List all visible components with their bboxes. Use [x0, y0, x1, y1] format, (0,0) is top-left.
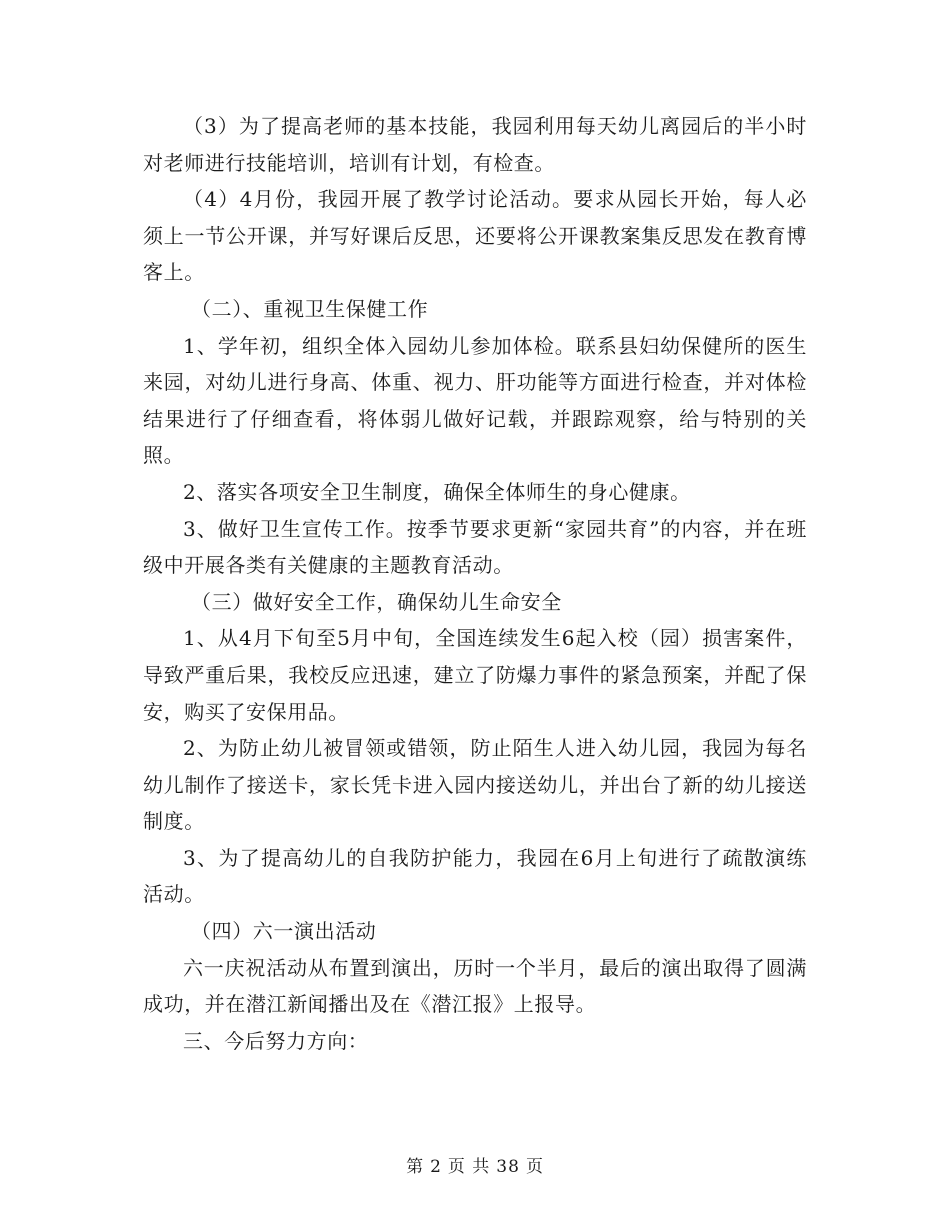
- paragraph-security-plan: 1、从4月下旬至5月中旬，全国连续发生6起入校（园）损害案件，导致严重后果，我校反应迅速，建立了防爆力事件的紧急预案，并配了保安，购买了安保用品。: [143, 626, 807, 724]
- footer-suffix: 页: [525, 1157, 544, 1177]
- section-heading-performance: （四）六一演出活动: [191, 919, 377, 944]
- paragraph-teaching-discussion: （4）4月份，我园开展了教学讨论活动。要求从园长开始，每人必须上一节公开课，并写好课后反思，还要将公开课教案集反思发在教育博客上。: [143, 187, 807, 285]
- paragraph-health-promotion: 3、做好卫生宣传工作。按季节要求更新“家园共育”的内容，并在班级中开展各类有关健康的主题教育活动。: [143, 516, 807, 578]
- paragraph-evacuation-drill: 3、为了提高幼儿的自我防护能力，我园在6月上旬进行了疏散演练活动。: [143, 845, 807, 907]
- section-heading-safety: （三）做好安全工作，确保幼儿生命安全: [191, 589, 562, 614]
- paragraph-safety-rules: 2、落实各项安全卫生制度，确保全体师生的身心健康。: [183, 479, 691, 504]
- paragraph-pickup-card: 2、为防止幼儿被冒领或错领，防止陌生人进入幼儿园，我园为每名幼儿制作了接送卡，家长凭卡进入园内接送幼儿，并出台了新的幼儿接送制度。: [143, 736, 807, 834]
- footer-page-number: 2: [430, 1157, 442, 1177]
- paragraph-childrens-day: 六一庆祝活动从布置到演出，历时一个半月，最后的演出取得了圆满成功，并在潜江新闻播出及在《潜江报》上报导。: [143, 955, 807, 1017]
- document-body: [143, 108, 807, 1059]
- page-footer: [0, 1152, 950, 1177]
- section-heading-future: 三、今后努力方向：: [183, 1028, 369, 1053]
- paragraph-physical-exam: 1、学年初，组织全体入园幼儿参加体检。联系县妇幼保健所的医生来园，对幼儿进行身高、体重、视力、肝功能等方面进行检查，并对体检结果进行了仔细查看，将体弱儿做好记载，并跟踪观察，给与特别的关照。: [143, 333, 807, 468]
- footer-total-pages: 38: [496, 1157, 520, 1177]
- footer-middle: 页 共: [447, 1157, 491, 1177]
- footer-prefix: 第: [406, 1157, 425, 1177]
- paragraph-teacher-training: （3）为了提高老师的基本技能，我园利用每天幼儿离园后的半小时对老师进行技能培训，培训有计划，有检查。: [143, 114, 807, 175]
- section-heading-health: （二）、重视卫生保健工作: [191, 296, 429, 321]
